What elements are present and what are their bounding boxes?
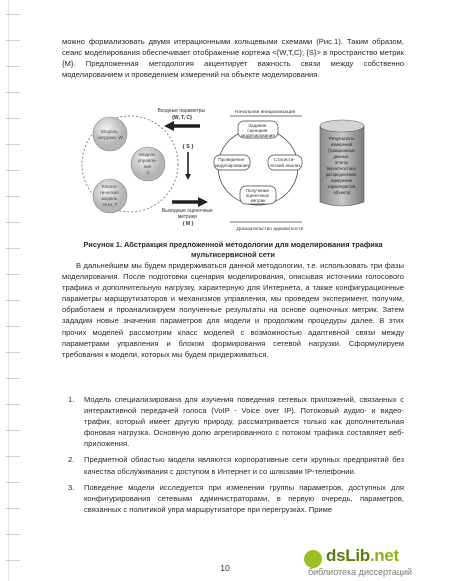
list-number: 2. [68, 455, 75, 465]
binding-tick [6, 326, 20, 327]
svg-text:{ S }: { S } [182, 144, 194, 150]
main-text: В дальнейшем мы будем придерживаться данной методологии, т.е. использовать три фазы моделирования. После подготовки сценария моделирования, описывая источники голосового трафика и дополнительную нагрузку, характерную для Интернета, а также конфигурационные параметры маршрутизаторов и механизмов управления, мы проведем эксперимент, получим, обработаем и проанализируем полученные результаты на основе оценочных метрик. Затем зададим новые значения параметров для модели и продолжим процедуры далее. В этих прочих моделей рассмотрим класс моделей с возможностью адаптивной связи между параметрами управления и блоком формирования сетевой нагрузки. Сформулируем требования к модели, которых мы будем придерживаться. [62, 261, 404, 359]
svg-text:Модель управле- ния: Модель управле- ния C [137, 152, 157, 175]
binding-tick [6, 378, 20, 379]
binding-tick [6, 300, 20, 301]
binding-tick [6, 196, 20, 197]
list-text: Предметной областью модели являются корпоративные сети крупных предприятий без качества обслуживания с доступом в Интернет и со шлюзами IP-телефонии. [84, 455, 404, 476]
binding-tick [6, 14, 20, 15]
binding-tick [6, 248, 20, 249]
binding-tick [6, 144, 20, 145]
svg-text:Начальная инициализация: Начальная инициализация [234, 110, 296, 115]
binding-tick [6, 92, 20, 93]
svg-text:Результаты измерений (: Результаты измерений (тракционные данные, отчеты вероятностных распределений, измерения характеристик объекта) [325, 137, 357, 195]
watermark-subtitle: библиотека диссертаций [308, 567, 413, 577]
svg-text:Получение оценочных ме: Получение оценочных метрик [245, 188, 270, 203]
intro-text: можно формализовать двумя итерационными кольцевыми схемами (Рис.1). Таким образом, сеанс моделирования обеспечивает отображение кортежа <{W,T,C}; {S}> в пространство метрик {M}. Предложенная методология акцентирует важность связи между собственно моделированием и проведением измерений на объекте моделирования. [62, 37, 404, 80]
load-model-node [93, 117, 127, 151]
binding-tick [6, 560, 20, 561]
binding-tick [6, 508, 20, 509]
list-number: 3. [68, 482, 75, 492]
list-number: 1. [68, 395, 75, 404]
binding-margin [0, 0, 36, 581]
binding-tick [6, 404, 20, 405]
figure-caption [62, 240, 404, 259]
list-item [62, 482, 404, 515]
list-text: Модель специализирована для изучения поведения сетевых приложений, связанных с интерактивной передачей голоса (VoIP - Voice over IP). Потоковый аудио- и видео- трафик, который имеет другую природу, рассматривается только как дополнительная фоновая нагрузка. Основную долю агрегированного с потоком трафика составляет веб-приложения. [84, 395, 404, 449]
svg-text:Статисти- ческий анализ: Статисти- ческий анализ [269, 157, 301, 168]
intro-paragraph [62, 36, 404, 80]
svg-text:Проведение моделирования: Проведение моделирования [215, 157, 249, 168]
binding-tick [6, 222, 20, 223]
binding-tick [6, 170, 20, 171]
svg-text:Тополо- гическая модел: Тополо- гическая модель сети, T [100, 184, 119, 207]
svg-text:Выходные оценочные метрики: Выходные оценочные метрики { M } [161, 208, 213, 227]
binding-tick [6, 274, 20, 275]
binding-tick [6, 430, 20, 431]
main-paragraph [62, 260, 404, 360]
svg-text:Модель нагрузки, W: Модель нагрузки, W [97, 129, 123, 140]
binding-tick [6, 352, 20, 353]
binding-tick [6, 40, 20, 41]
caption-line-1: Рисунок 1. Абстракция предложенной методологии для моделирования трафика [83, 240, 383, 249]
list-item [62, 454, 404, 476]
list-item [62, 394, 404, 449]
binding-tick [6, 66, 20, 67]
watermark-logo-icon [304, 550, 322, 568]
binding-tick [6, 534, 20, 535]
caption-line-2: мультисервисной сети [191, 249, 275, 259]
svg-text:Входные параметры {W, T, C: Входные параметры {W, T, C} [157, 108, 206, 121]
svg-text:Доказательство адекватности: Доказательство адекватности [236, 227, 304, 232]
watermark-logo: dsLib.net [326, 546, 399, 565]
binding-tick [6, 118, 20, 119]
requirements-list [62, 394, 404, 515]
svg-text:Задание сценария модел: Задание сценария моделирования [241, 123, 275, 138]
binding-line [8, 0, 9, 581]
binding-tick [6, 482, 20, 483]
binding-tick [6, 456, 20, 457]
page-number: 10 [220, 563, 230, 573]
methodology-figure [80, 104, 380, 234]
list-text: Поведение модели исследуется при изменении группы параметров, доступных для конфигурирования сетевыми администраторами, в первую очередь, параметров, связанных с политикой упра маршрутизаторе при перегрузках. Приме [84, 482, 404, 514]
watermark[interactable] [300, 545, 450, 581]
